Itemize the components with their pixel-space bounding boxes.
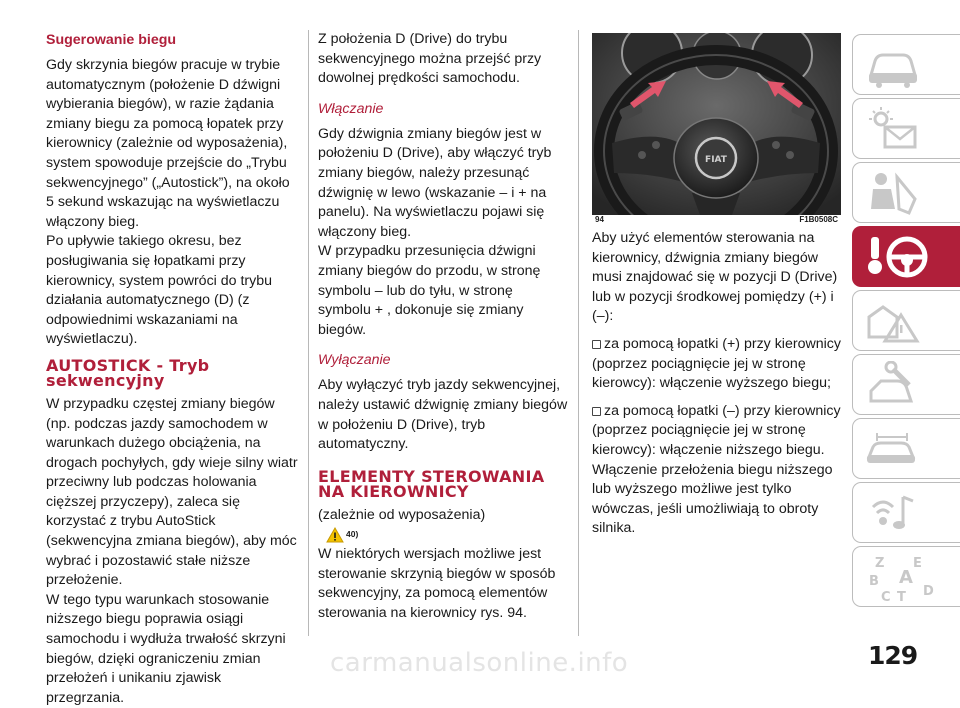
paragraph: Aby wyłączyć tryb jazdy sekwencyjnej, należy ustawić dźwignię zmiany biegów w położeniu D (Drive), tryb automatyczny. bbox=[318, 377, 568, 453]
multimedia-icon bbox=[863, 489, 923, 537]
safety-seat-icon bbox=[863, 169, 923, 217]
index-letter: T bbox=[897, 590, 906, 603]
tab-dashboard[interactable] bbox=[852, 34, 960, 95]
bullet-item bbox=[592, 335, 844, 394]
tab-warning-lights[interactable] bbox=[852, 98, 960, 159]
paragraph: W niektórych wersjach możliwe jest sterowanie skrzynią biegów w sposób sekwencyjny, za pomocą elementów sterowania na kierownicy rys. 94. bbox=[318, 546, 556, 622]
figure-code: F1B0508C bbox=[799, 215, 838, 224]
column-right bbox=[592, 229, 844, 539]
svg-text:FIAT: FIAT bbox=[705, 155, 727, 165]
warning-triangle-icon bbox=[863, 297, 923, 345]
paragraph: Gdy dźwignia zmiany biegów jest w położeniu D (Drive), aby włączyć tryb zmiany biegów, należy przesunąć dźwignię w lewo (wskazanie – i + na panelu). Na wyświetlaczu pojawi się włączony bieg. bbox=[318, 125, 552, 240]
warning-triangle-icon bbox=[326, 527, 344, 543]
tab-starting-driving[interactable] bbox=[852, 226, 960, 287]
column-divider bbox=[308, 30, 309, 636]
alphabetical-index-icon bbox=[863, 553, 943, 603]
index-letter: D bbox=[923, 584, 934, 599]
figure-number: 94 bbox=[595, 215, 604, 224]
warning-reference[interactable] bbox=[318, 527, 568, 545]
section-heading-autostick: AUTOSTICK - Tryb sekwencyjny bbox=[46, 355, 210, 391]
bullet-text: za pomocą łopatki (–) przy kierownicy (poprzez pociągnięcie jej w stronę kierowcy): włączenie niższego biegu. bbox=[592, 402, 841, 458]
bullet-item bbox=[592, 402, 844, 461]
index-letter: E bbox=[913, 556, 922, 571]
page-number: 129 bbox=[868, 641, 918, 670]
column-left bbox=[46, 30, 298, 708]
paragraph: Włączenie przełożenia biegu niższego lub wyższego możliwe jest tylko wówczas, jeśli umożliwiają to obroty silnika. bbox=[592, 461, 833, 537]
index-letter: A bbox=[899, 567, 913, 588]
checkbox-bullet-icon bbox=[592, 407, 601, 416]
index-letter: Z bbox=[875, 556, 885, 571]
bullet-text: za pomocą łopatki (+) przy kierownicy (poprzez pociągnięcie jej w stronę kierowcy): włączenie wyższego biegu; bbox=[592, 335, 841, 392]
key-steering-wheel-icon bbox=[863, 233, 933, 281]
paragraph: W przypadku przesunięcia dźwigni zmiany biegów do przodu, w stronę symbolu – lub do tyłu, w stronę symbolu + , dokonuje się zmiany biegów. bbox=[318, 243, 541, 338]
paragraph: W przypadku częstej zmiany biegów (np. podczas jazdy samochodem w warunkach dużego obciążenia, na drogach pochyłych, gdy wieje silny wiatr przeciwny lub podczas holowania cięższej przyczepy), zaleca się korzystać z trybu AutoStick (sekwencyjna zmiana biegów), aby móc wybrać i pozostawić stałe niższe przełożenie. bbox=[46, 395, 298, 589]
maintenance-wrench-icon bbox=[863, 361, 923, 409]
steering-wheel-illustration bbox=[592, 33, 841, 215]
paragraph: W tego typu warunkach stosowanie niższego biegu poprawia osiągi samochodu i wydłuża trwałość skrzyni biegów, dzięki ograniczeniu zmian przełożeń i unikaniu zjawisk przegrzania. bbox=[46, 591, 286, 706]
subtitle-deactivation: Wyłączanie bbox=[318, 352, 391, 369]
column-middle bbox=[318, 30, 568, 624]
tab-emergency[interactable] bbox=[852, 290, 960, 351]
tab-index[interactable] bbox=[852, 546, 960, 607]
chapter-tabs bbox=[852, 34, 960, 610]
section-heading-steering-controls: ELEMENTY STEROWANIA NA KIEROWNICY bbox=[318, 466, 545, 502]
watermark: carmanualsonline.info bbox=[330, 648, 629, 678]
index-letter: C bbox=[881, 590, 891, 603]
figure-caption bbox=[592, 215, 841, 227]
subtitle-activation: Włączanie bbox=[318, 100, 384, 117]
paragraph: Gdy skrzynia biegów pracuje w trybie automatycznym (położenie D dźwigni wybierania biegów), w razie żądania zmiany biegu za pomocą łopatek przy kierownicy (zależnie od wyposażenia), system spowoduje przejście do „Trybu sekwencyjnego” („Autostick”), na około 5 sekund wskazując na wyświetlaczu włączony bieg. bbox=[46, 57, 290, 230]
tab-maintenance[interactable] bbox=[852, 354, 960, 415]
figure-steering-wheel bbox=[592, 33, 841, 215]
warning-lights-icon bbox=[863, 105, 923, 153]
tab-multimedia[interactable] bbox=[852, 482, 960, 543]
checkbox-bullet-icon bbox=[592, 340, 601, 349]
car-dashboard-icon bbox=[863, 41, 923, 89]
column-divider bbox=[578, 30, 579, 636]
warning-reference-number: 40) bbox=[346, 529, 359, 540]
paragraph: Z położenia D (Drive) do trybu sekwencyjnego można przejść przy dowolnej prędkości samochodu. bbox=[318, 31, 542, 87]
tab-safety[interactable] bbox=[852, 162, 960, 223]
tab-technical-data[interactable] bbox=[852, 418, 960, 479]
paragraph: Po upływie takiego okresu, bez posługiwania się łopatkami przy kierownicy, system powróci do trybu działania automatycznego (D) (z odpowiednimi wskazaniami na wyświetlaczu). bbox=[46, 233, 273, 348]
car-specs-icon bbox=[863, 425, 923, 473]
paragraph: Aby użyć elementów sterowania na kierownicy, dźwignia zmiany biegów musi znajdować się w pozycji D (Drive) lub w pozycji środkowej pomiędzy (+) i (–): bbox=[592, 230, 838, 325]
heading-note: (zależnie od wyposażenia) bbox=[318, 506, 486, 523]
index-letter: B bbox=[869, 574, 879, 589]
subtitle-gear-suggestion: Sugerowanie biegu bbox=[46, 32, 177, 48]
